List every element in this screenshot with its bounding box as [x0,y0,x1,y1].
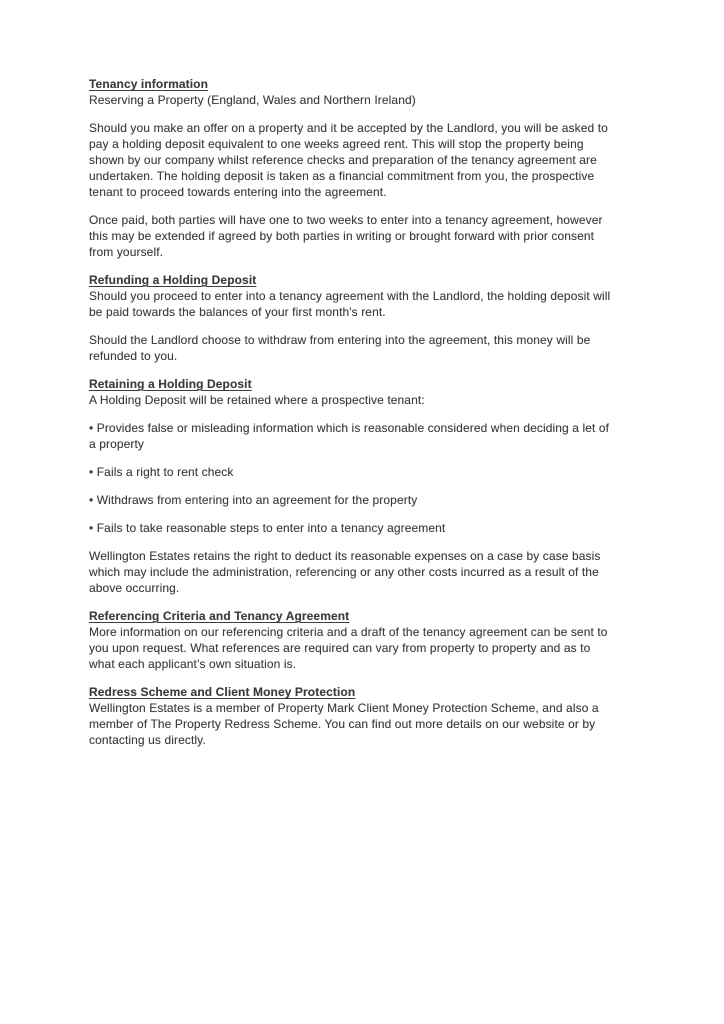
paragraph [89,212,645,260]
text-line: • Fails a right to rent check [89,465,234,479]
text-line: • Withdraws from entering into an agreement for the property [89,493,418,507]
section-heading [89,76,645,92]
text-line: be paid towards the balances of your first month's rent. [89,305,386,319]
text-line: member of The Property Redress Scheme. You can find out more details on our website or by [89,717,596,731]
text-line: A Holding Deposit will be retained where a prospective tenant: [89,393,425,407]
text-line: Once paid, both parties will have one to two weeks to enter into a tenancy agreement, however [89,213,603,227]
text-line: Should the Landlord choose to withdraw from entering into the agreement, this money will be [89,333,591,347]
text-line: Tenancy information [89,77,209,91]
text-line: Refunding a Holding Deposit [89,273,257,287]
text-line: Redress Scheme and Client Money Protection [89,685,356,699]
text-line: Wellington Estates is a member of Property Mark Client Money Protection Scheme, and also a [89,701,599,715]
document-content [89,76,645,748]
paragraph [89,392,645,408]
paragraph [89,624,645,672]
section-heading [89,272,645,288]
text-line: which may include the administration, referencing or any other costs incurred as a result of the [89,565,599,579]
paragraph [89,548,645,596]
text-line: More information on our referencing criteria and a draft of the tenancy agreement can be sent to [89,625,608,639]
text-line: tenant to proceed towards entering into the agreement. [89,185,387,199]
text-line: • Provides false or misleading information which is reasonable considered when deciding a let of [89,421,610,435]
text-line: Wellington Estates retains the right to deduct its reasonable expenses on a case by case basis [89,549,601,563]
text-line: a property [89,437,145,451]
text-line: Reserving a Property (England, Wales and Northern Ireland) [89,93,416,107]
text-line: contacting us directly. [89,733,206,747]
section-heading [89,684,645,700]
section-heading [89,608,645,624]
text-line: above occurring. [89,581,180,595]
text-line: Referencing Criteria and Tenancy Agreement [89,609,350,623]
paragraph [89,92,645,108]
text-line: what each applicant’s own situation is. [89,657,297,671]
paragraph [89,288,645,320]
text-line: Should you make an offer on a property and it be accepted by the Landlord, you will be asked to [89,121,608,135]
bullet-item [89,420,645,452]
text-line: refunded to you. [89,349,178,363]
paragraph [89,700,645,748]
paragraph [89,120,645,200]
paragraph [89,332,645,364]
text-line: shown by our company whilst reference checks and preparation of the tenancy agreement are [89,153,597,167]
text-line: this may be extended if agreed by both parties in writing or brought forward with prior consent [89,229,595,243]
text-line: Should you proceed to enter into a tenancy agreement with the Landlord, the holding deposit will [89,289,611,303]
bullet-item [89,492,645,508]
text-line: • Fails to take reasonable steps to enter into a tenancy agreement [89,521,446,535]
text-line: you upon request. What references are required can vary from property to property and as to [89,641,591,655]
bullet-item [89,520,645,536]
text-line: undertaken. The holding deposit is taken as a financial commitment from you, the prospective [89,169,595,183]
text-line: Retaining a Holding Deposit [89,377,252,391]
section-heading [89,376,645,392]
text-line: pay a holding deposit equivalent to one weeks agreed rent. This will stop the property being [89,137,584,151]
bullet-item [89,464,645,480]
text-line: from yourself. [89,245,164,259]
